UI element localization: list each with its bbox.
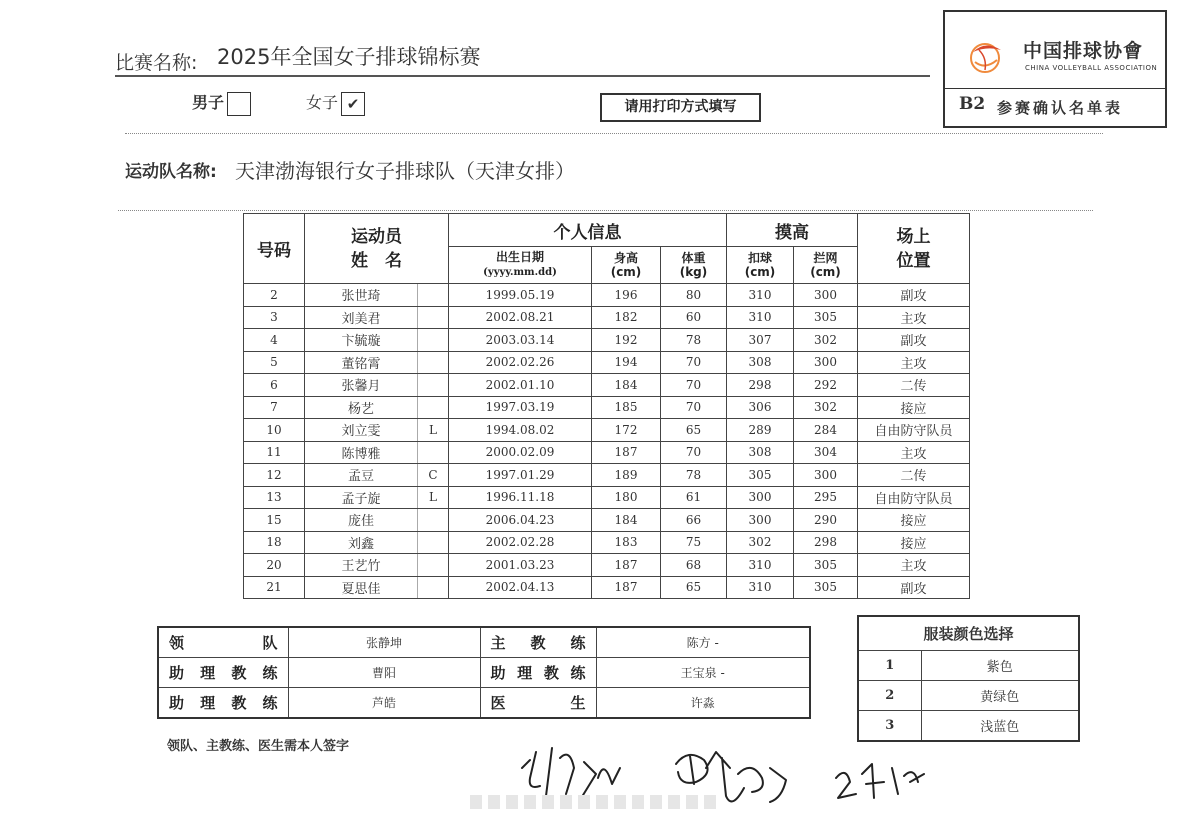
association-name-en: CHINA VOLLEYBALL ASSOCIATION (1025, 64, 1158, 72)
gender-male-label: 男子 (192, 93, 225, 112)
player-name: 王艺竹 (305, 554, 418, 577)
player-position: 二传 (858, 464, 970, 487)
player-number: 2 (244, 284, 305, 307)
player-birth: 2002.02.28 (449, 531, 592, 554)
player-name: 董铭霄 (305, 351, 418, 374)
form-title: 参赛确认名单表 (997, 99, 1124, 117)
gender-female (306, 90, 365, 116)
header-number: 号码 (244, 214, 305, 284)
uniform-color-table (857, 615, 1080, 742)
player-role: L (418, 419, 449, 442)
player-height: 187 (592, 441, 661, 464)
header-position-line2: 位置 (896, 250, 931, 271)
uniform-option (858, 711, 1079, 742)
player-role (418, 441, 449, 464)
gender-male (192, 90, 251, 116)
player-weight: 78 (661, 464, 727, 487)
header-weight-unit: (kg) (679, 265, 708, 279)
player-position: 副攻 (858, 329, 970, 352)
player-birth: 2002.01.10 (449, 374, 592, 397)
gender-female-label: 女子 (306, 93, 339, 112)
player-spike: 300 (727, 486, 794, 509)
uniform-option-number: 1 (858, 651, 921, 681)
player-row (244, 284, 970, 307)
watermark-strip (470, 795, 750, 809)
player-height: 183 (592, 531, 661, 554)
staff-team-leader-name[interactable]: 张静坤 (288, 627, 480, 658)
staff-label-assistant-coach: 助理教练 (480, 658, 596, 688)
player-number: 21 (244, 576, 305, 599)
uniform-option-color[interactable]: 紫色 (921, 651, 1079, 681)
player-weight: 70 (661, 374, 727, 397)
player-role (418, 509, 449, 532)
player-name: 刘立雯 (305, 419, 418, 442)
player-spike: 300 (727, 509, 794, 532)
player-weight: 68 (661, 554, 727, 577)
player-spike: 310 (727, 284, 794, 307)
player-number: 7 (244, 396, 305, 419)
staff-doctor-name[interactable]: 许淼 (596, 688, 810, 719)
player-weight: 70 (661, 396, 727, 419)
player-birth: 2001.03.23 (449, 554, 592, 577)
player-number: 6 (244, 374, 305, 397)
match-name-label: 比赛名称: (115, 52, 198, 74)
player-number: 3 (244, 306, 305, 329)
player-height: 184 (592, 374, 661, 397)
staff-assistant-coach-name[interactable]: 曹阳 (288, 658, 480, 688)
player-weight: 65 (661, 419, 727, 442)
player-row (244, 329, 970, 352)
player-position: 自由防守队员 (858, 419, 970, 442)
player-row (244, 554, 970, 577)
player-role: C (418, 464, 449, 487)
player-name: 刘美君 (305, 306, 418, 329)
player-birth: 2006.04.23 (449, 509, 592, 532)
header-weight-label: 体重 (681, 251, 706, 265)
player-number: 15 (244, 509, 305, 532)
player-position: 接应 (858, 396, 970, 419)
header-birth (449, 247, 592, 284)
player-block: 292 (794, 374, 858, 397)
player-weight: 70 (661, 441, 727, 464)
player-birth: 2000.02.09 (449, 441, 592, 464)
header-position (858, 214, 970, 284)
header-athlete (305, 214, 449, 284)
header-height-label: 身高 (613, 251, 638, 265)
dotted-divider (125, 133, 1103, 134)
staff-row (158, 627, 810, 658)
header-block (794, 247, 858, 284)
header-birth-label: 出生日期 (495, 250, 544, 264)
player-spike: 289 (727, 419, 794, 442)
player-birth: 1997.03.19 (449, 396, 592, 419)
player-block: 305 (794, 576, 858, 599)
roster-table (243, 213, 970, 599)
player-spike: 308 (727, 441, 794, 464)
header-spike-label: 扣球 (747, 251, 772, 265)
staff-label-doctor: 医生 (480, 688, 596, 719)
player-role (418, 306, 449, 329)
player-weight: 61 (661, 486, 727, 509)
player-spike: 298 (727, 374, 794, 397)
uniform-title: 服装颜色选择 (858, 616, 1079, 651)
player-row (244, 486, 970, 509)
player-block: 300 (794, 351, 858, 374)
uniform-option-color[interactable]: 黄绿色 (921, 681, 1079, 711)
player-block: 302 (794, 396, 858, 419)
player-weight: 65 (661, 576, 727, 599)
staff-table (157, 626, 811, 719)
player-name: 卞毓璇 (305, 329, 418, 352)
player-position: 主攻 (858, 306, 970, 329)
player-weight: 70 (661, 351, 727, 374)
player-role (418, 396, 449, 419)
player-number: 4 (244, 329, 305, 352)
player-name: 张馨月 (305, 374, 418, 397)
player-birth: 2002.08.21 (449, 306, 592, 329)
uniform-option-color[interactable]: 浅蓝色 (921, 711, 1079, 742)
player-spike: 305 (727, 464, 794, 487)
team-name-label: 运动队名称: (125, 162, 217, 182)
player-name: 陈博雅 (305, 441, 418, 464)
player-block: 284 (794, 419, 858, 442)
player-position: 副攻 (858, 284, 970, 307)
staff-label-head-coach: 主教练 (480, 627, 596, 658)
player-name: 夏思佳 (305, 576, 418, 599)
player-row (244, 419, 970, 442)
staff-label-team-leader: 领队 (158, 627, 288, 658)
player-height: 184 (592, 509, 661, 532)
player-number: 11 (244, 441, 305, 464)
player-row (244, 531, 970, 554)
player-spike: 310 (727, 576, 794, 599)
staff-label-assistant-coach: 助理教练 (158, 658, 288, 688)
player-number: 18 (244, 531, 305, 554)
header-block-unit: (cm) (810, 265, 841, 279)
player-spike: 306 (727, 396, 794, 419)
player-weight: 80 (661, 284, 727, 307)
player-birth: 2003.03.14 (449, 329, 592, 352)
player-spike: 302 (727, 531, 794, 554)
staff-label-assistant-coach: 助理教练 (158, 688, 288, 719)
staff-row (158, 688, 810, 719)
player-role (418, 329, 449, 352)
player-height: 185 (592, 396, 661, 419)
header-spike (727, 247, 794, 284)
player-number: 13 (244, 486, 305, 509)
player-number: 20 (244, 554, 305, 577)
player-position: 主攻 (858, 554, 970, 577)
staff-assistant-coach-name[interactable]: 芦皓 (288, 688, 480, 719)
staff-assistant-coach-name[interactable]: 王宝泉 - (596, 658, 810, 688)
player-role (418, 554, 449, 577)
match-name-value: 2025年全国女子排球锦标赛 (217, 45, 481, 69)
player-name: 孟豆 (305, 464, 418, 487)
match-name-line (115, 40, 930, 77)
player-position: 自由防守队员 (858, 486, 970, 509)
player-position: 副攻 (858, 576, 970, 599)
player-role (418, 351, 449, 374)
uniform-option-number: 2 (858, 681, 921, 711)
player-role (418, 531, 449, 554)
player-role (418, 374, 449, 397)
player-row (244, 351, 970, 374)
player-role (418, 576, 449, 599)
player-position: 主攻 (858, 441, 970, 464)
player-row (244, 576, 970, 599)
player-height: 172 (592, 419, 661, 442)
handwritten-signatures (500, 738, 940, 833)
male-checkbox[interactable] (227, 92, 251, 116)
player-block: 305 (794, 554, 858, 577)
player-height: 182 (592, 306, 661, 329)
player-row (244, 441, 970, 464)
header-position-line1: 场上 (896, 226, 931, 247)
player-number: 12 (244, 464, 305, 487)
female-checkbox[interactable]: ✔ (341, 92, 365, 116)
player-height: 187 (592, 576, 661, 599)
header-block-label: 拦网 (813, 251, 838, 265)
player-position: 主攻 (858, 351, 970, 374)
player-spike: 310 (727, 306, 794, 329)
dotted-divider (118, 210, 1093, 211)
header-personal-info: 个人信息 (449, 214, 727, 247)
header-height (592, 247, 661, 284)
player-block: 298 (794, 531, 858, 554)
team-name-value: 天津渤海银行女子排球队（天津女排） (235, 159, 575, 183)
staff-row (158, 658, 810, 688)
player-weight: 78 (661, 329, 727, 352)
logo-divider (945, 88, 1165, 89)
player-number: 5 (244, 351, 305, 374)
player-row (244, 509, 970, 532)
player-block: 305 (794, 306, 858, 329)
header-athlete-line2: 姓 名 (351, 250, 402, 271)
player-height: 180 (592, 486, 661, 509)
player-block: 300 (794, 284, 858, 307)
player-block: 290 (794, 509, 858, 532)
player-row (244, 374, 970, 397)
player-birth: 1994.08.02 (449, 419, 592, 442)
player-position: 接应 (858, 509, 970, 532)
player-height: 192 (592, 329, 661, 352)
header-birth-format: (yyyy.mm.dd) (483, 267, 557, 278)
header-spike-unit: (cm) (744, 265, 776, 279)
player-weight: 60 (661, 306, 727, 329)
signature-instruction: 领队、主教练、医生需本人签字 (167, 739, 350, 754)
player-name: 张世琦 (305, 284, 418, 307)
player-weight: 75 (661, 531, 727, 554)
player-row (244, 464, 970, 487)
player-birth: 1996.11.18 (449, 486, 592, 509)
form-code: B2 (959, 94, 986, 114)
player-block: 304 (794, 441, 858, 464)
uniform-option (858, 681, 1079, 711)
header-athlete-line1: 运动员 (351, 226, 402, 247)
player-position: 二传 (858, 374, 970, 397)
volleyball-logo-icon (965, 36, 1007, 76)
player-name: 刘鑫 (305, 531, 418, 554)
association-name-cn: 中国排球协會 (1023, 40, 1144, 62)
player-spike: 310 (727, 554, 794, 577)
player-block: 300 (794, 464, 858, 487)
player-height: 187 (592, 554, 661, 577)
player-name: 孟子旋 (305, 486, 418, 509)
player-birth: 1997.01.29 (449, 464, 592, 487)
uniform-option (858, 651, 1079, 681)
player-row (244, 396, 970, 419)
player-row (244, 306, 970, 329)
association-logo-box (943, 10, 1167, 128)
player-height: 196 (592, 284, 661, 307)
player-number: 10 (244, 419, 305, 442)
player-spike: 307 (727, 329, 794, 352)
player-height: 194 (592, 351, 661, 374)
player-block: 295 (794, 486, 858, 509)
player-birth: 2002.04.13 (449, 576, 592, 599)
player-birth: 2002.02.26 (449, 351, 592, 374)
player-weight: 66 (661, 509, 727, 532)
player-name: 庞佳 (305, 509, 418, 532)
staff-head-coach-name[interactable]: 陈方 - (596, 627, 810, 658)
player-birth: 1999.05.19 (449, 284, 592, 307)
player-height: 189 (592, 464, 661, 487)
header-weight (661, 247, 727, 284)
player-position: 接应 (858, 531, 970, 554)
player-name: 杨艺 (305, 396, 418, 419)
player-block: 302 (794, 329, 858, 352)
player-role (418, 284, 449, 307)
uniform-option-number: 3 (858, 711, 921, 742)
print-instruction: 请用打印方式填写 (600, 93, 761, 122)
header-reach: 摸高 (727, 214, 858, 247)
header-height-unit: (cm) (610, 265, 642, 279)
player-role: L (418, 486, 449, 509)
player-spike: 308 (727, 351, 794, 374)
